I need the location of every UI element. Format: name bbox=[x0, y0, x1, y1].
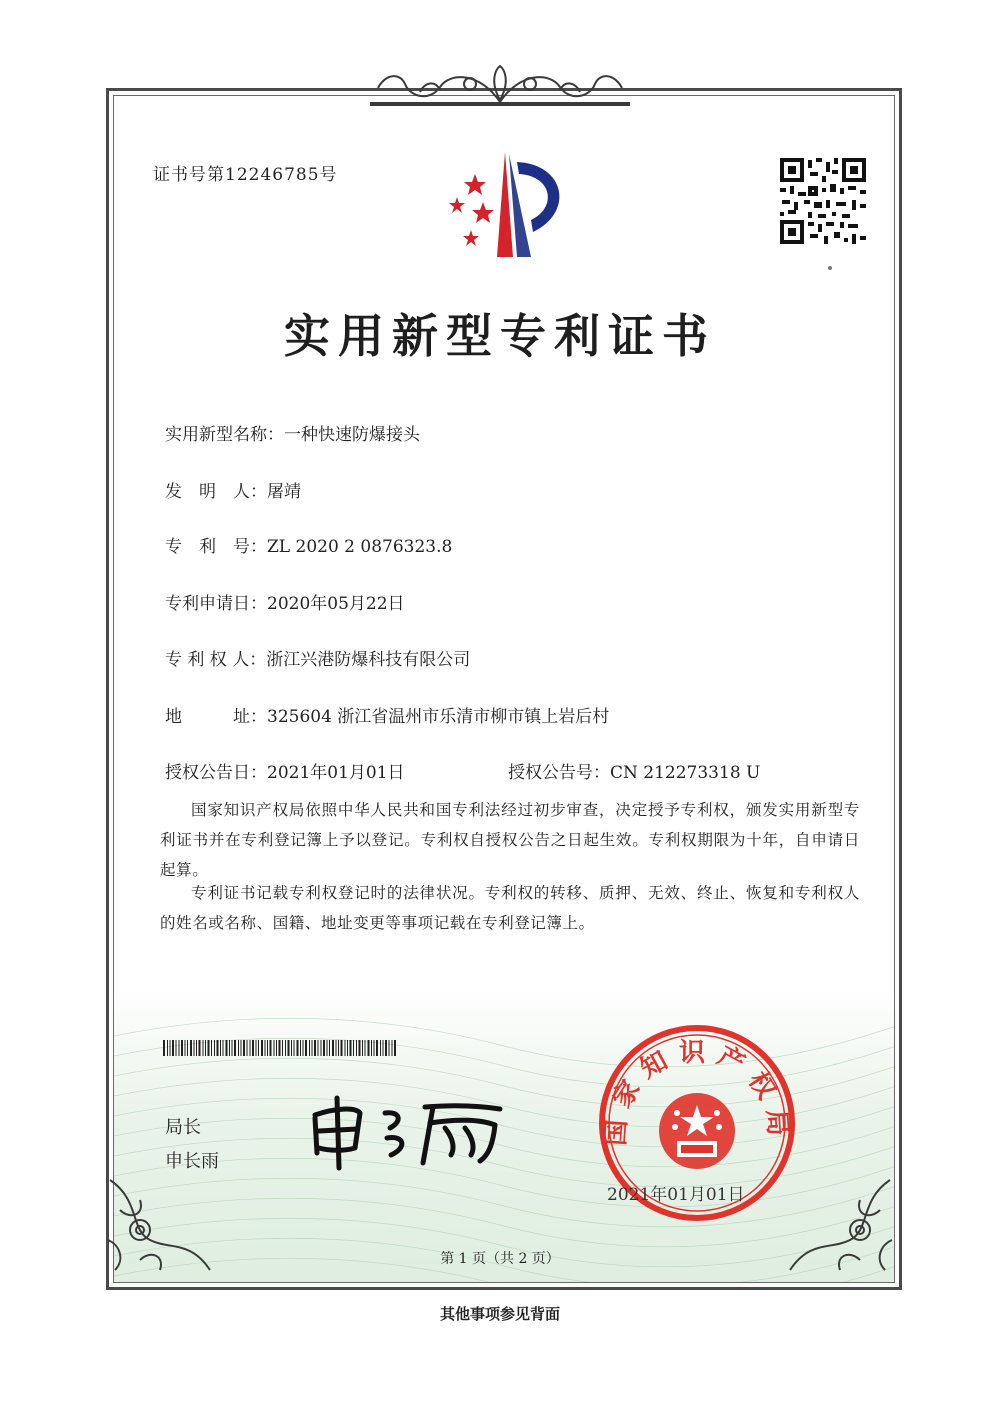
field-address bbox=[165, 702, 609, 727]
field-filing-date bbox=[165, 589, 405, 614]
field-label: 专利申请日： bbox=[165, 594, 267, 614]
field-label: 实用新型名称： bbox=[165, 425, 284, 445]
field-patent-number bbox=[165, 532, 452, 557]
field-inventor bbox=[165, 477, 301, 502]
field-patentee bbox=[165, 645, 470, 670]
barcode bbox=[163, 1040, 397, 1056]
bottom-left-ornament bbox=[100, 1170, 220, 1290]
field-utility-model-name bbox=[165, 420, 420, 445]
field-value: CN 212273318 U bbox=[610, 763, 761, 783]
field-grant-date bbox=[165, 758, 405, 783]
signatory-name: 申长雨 bbox=[165, 1151, 219, 1172]
field-label: 地 址： bbox=[165, 707, 267, 727]
legal-paragraph-1: 国家知识产权局依照中华人民共和国专利法经过初步审查，决定授予专利权，颁发实用新型专利证书并在专利登记簿上予以登记。专利权自授权公告之日起生效。专利权期限为十年，自申请日起算。 bbox=[160, 801, 860, 879]
handwritten-signature bbox=[305, 1093, 510, 1173]
page-indicator: 第 1 页（共 2 页） bbox=[440, 1251, 560, 1267]
top-ornament bbox=[370, 62, 630, 108]
patent-office-logo bbox=[435, 152, 580, 262]
field-value: 一种快速防爆接头 bbox=[284, 425, 420, 445]
certificate-number: 证书号第12246785号 bbox=[153, 165, 338, 185]
field-value: 325604 浙江省温州市乐清市柳市镇上岩后村 bbox=[267, 707, 610, 727]
field-label: 授权公告号： bbox=[508, 763, 610, 783]
field-label: 授权公告日： bbox=[165, 763, 267, 783]
signatory-title: 局长 bbox=[165, 1117, 201, 1138]
field-value: 2021年01月01日 bbox=[267, 763, 405, 783]
field-label: 专 利 权 人： bbox=[165, 650, 267, 670]
mark-dot bbox=[828, 266, 832, 270]
field-label: 发 明 人： bbox=[165, 482, 267, 502]
field-label: 专 利 号： bbox=[165, 537, 267, 557]
seal-date: 2021年01月01日 bbox=[607, 1185, 745, 1205]
legal-paragraph-2: 专利证书记载专利权登记时的法律状况。专利权的转移、质押、无效、终止、恢复和专利权人的姓名或名称、国籍、地址变更等事项记载在专利登记簿上。 bbox=[160, 884, 860, 932]
footer-note: 其他事项参见背面 bbox=[439, 1305, 560, 1323]
bottom-right-ornament bbox=[780, 1170, 900, 1290]
page-title: 实用新型专利证书 bbox=[284, 309, 716, 363]
svg-text:国家知识产权局: 国家知识产权局 bbox=[601, 1038, 793, 1147]
field-value: 屠靖 bbox=[267, 482, 301, 502]
field-value: 浙江兴港防爆科技有限公司 bbox=[266, 650, 471, 670]
qr-code bbox=[778, 156, 868, 246]
field-value: 2020年05月22日 bbox=[267, 594, 405, 614]
field-grant-number bbox=[508, 758, 760, 783]
field-value: ZL 2020 2 0876323.8 bbox=[267, 537, 453, 557]
